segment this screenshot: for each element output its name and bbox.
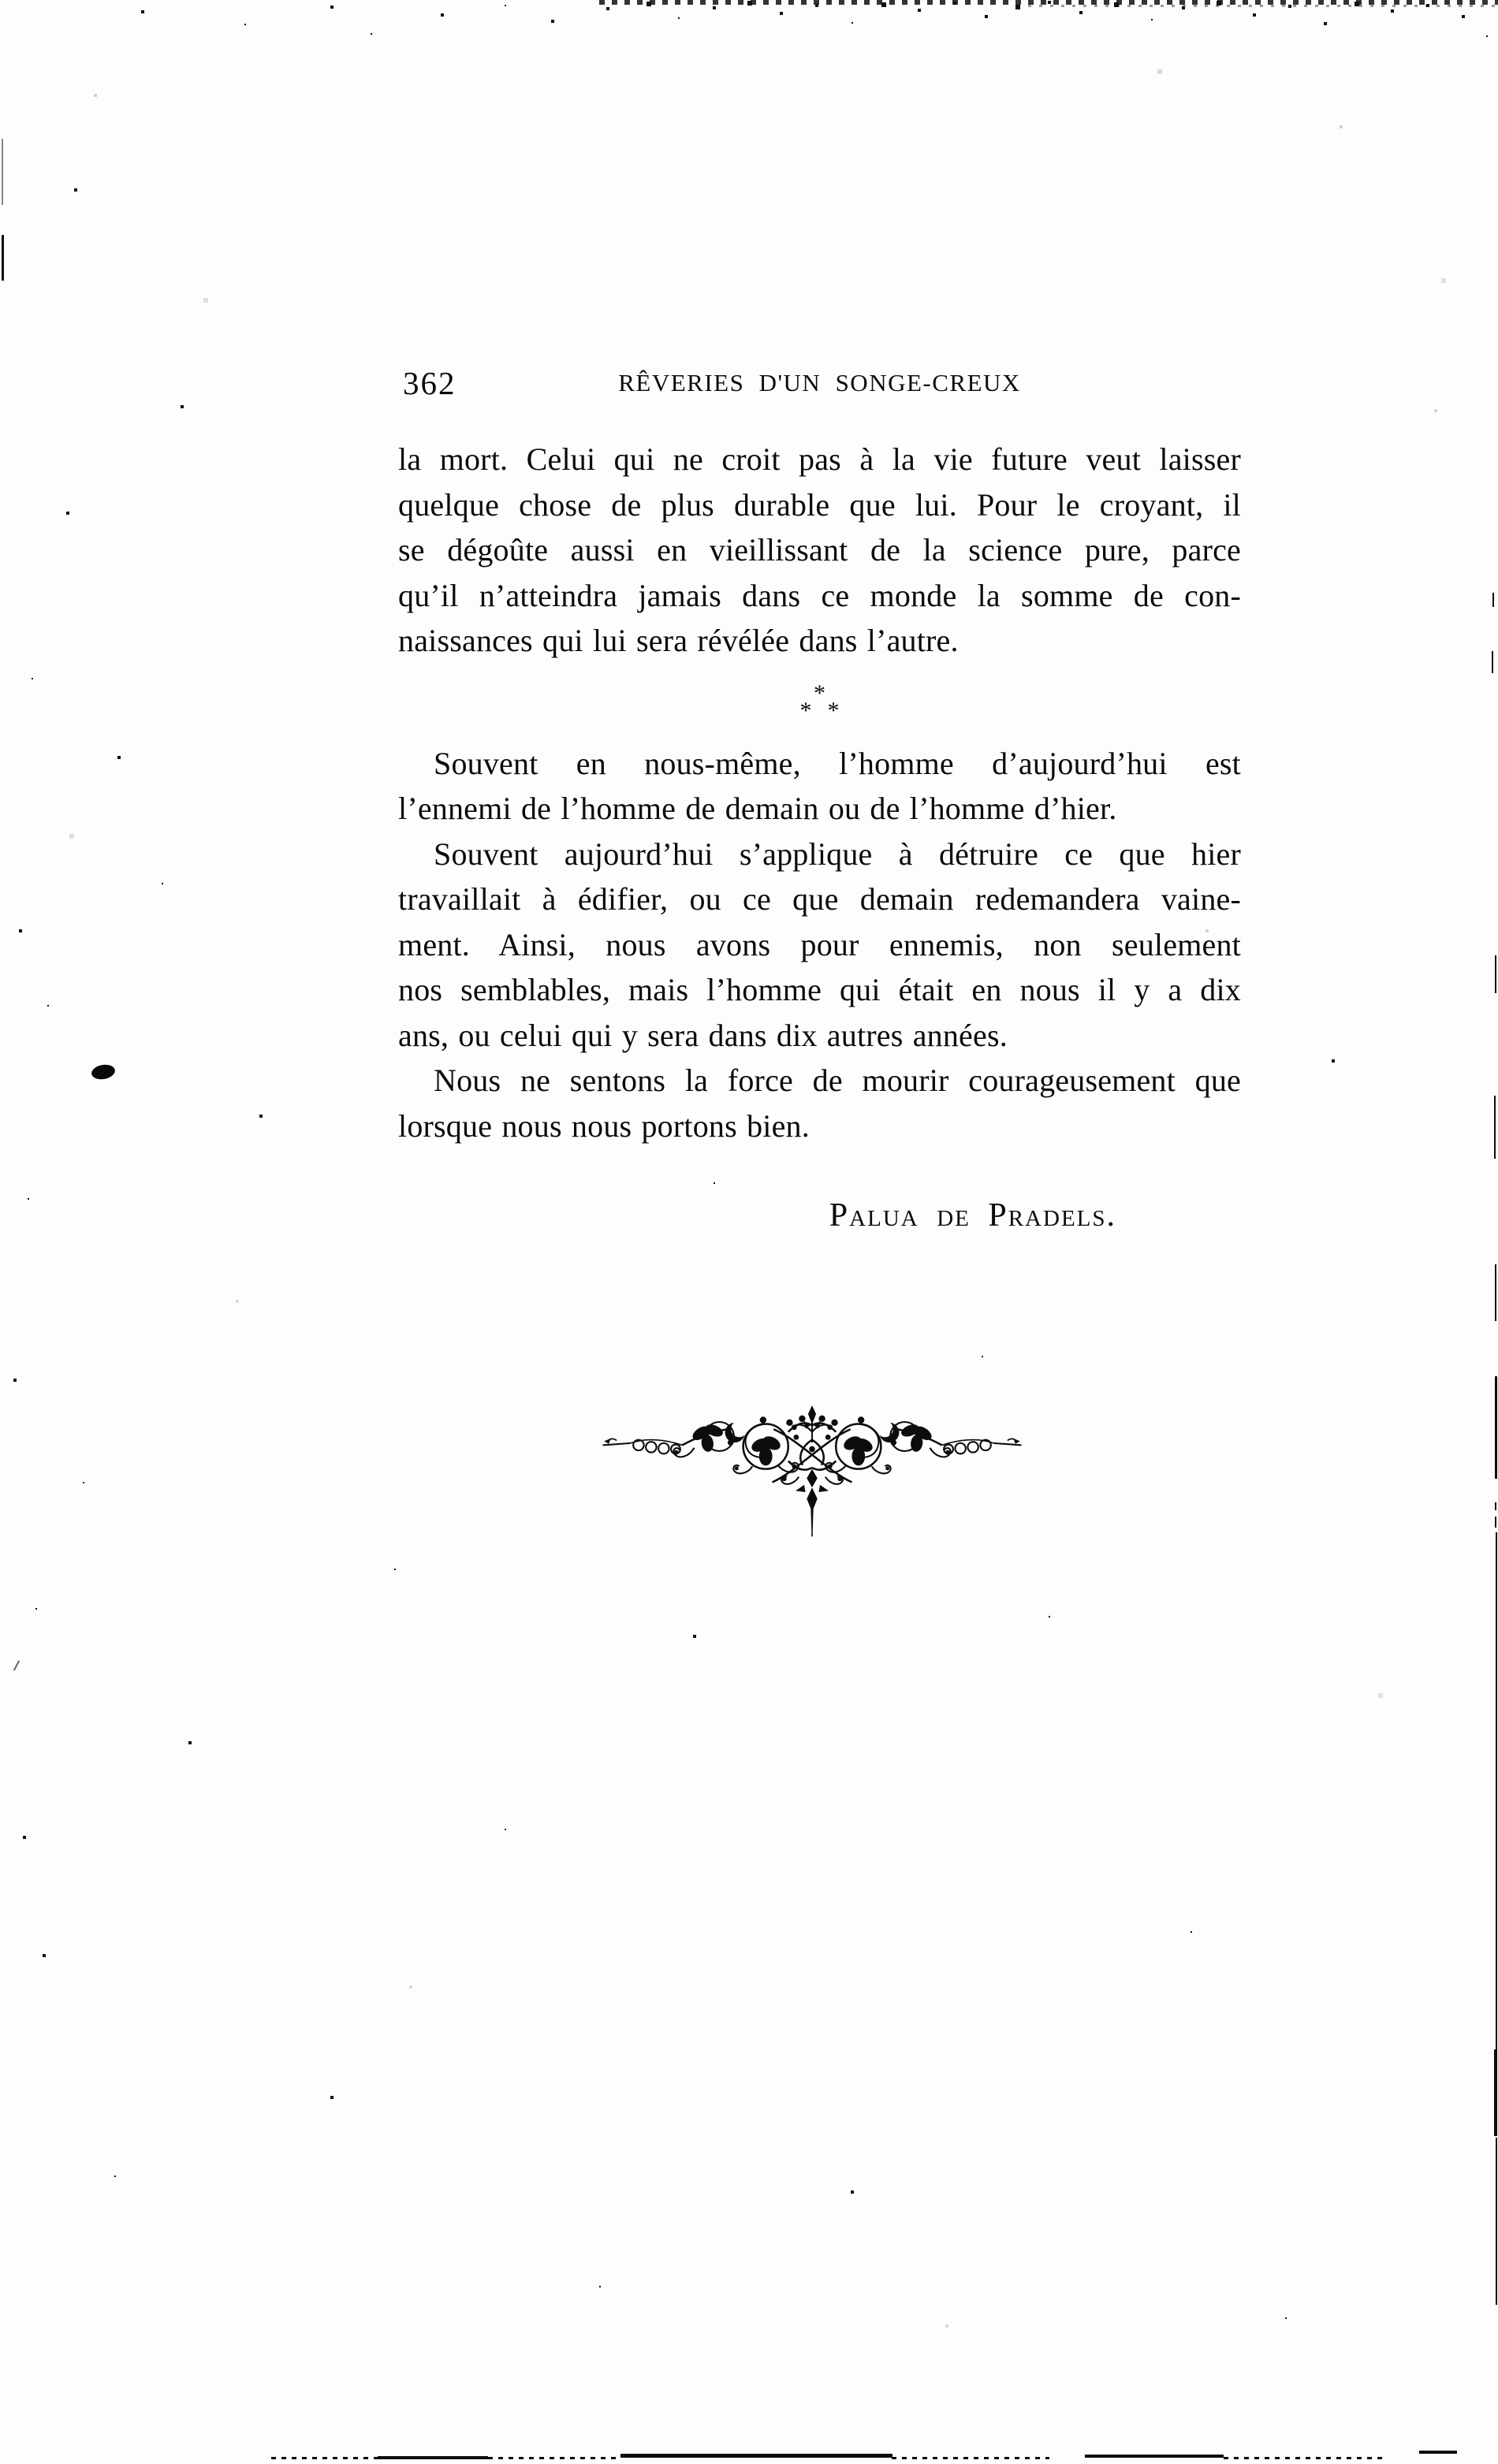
scan-bottom-rule	[1085, 2455, 1224, 2458]
scan-bottom-rule	[1419, 2451, 1457, 2454]
scan-right-edge-line	[1496, 2138, 1497, 2305]
text-section	[398, 437, 1241, 664]
text-line: naissances qui lui sera révélée dans l’autre.	[398, 623, 959, 658]
text-line: se dégoûte aussi en vieillissant de la science pure, parce	[398, 532, 1241, 568]
text-line: Souvent en nous-même, l’homme d’aujourd’hui est	[434, 745, 1241, 781]
text-line: ans, ou celui qui y sera dans dix autres années.	[398, 1017, 1008, 1053]
scan-left-edge-line-2	[2, 235, 4, 281]
text-line: qu’il n’atteindra jamais dans ce monde la somme de con-	[398, 577, 1241, 613]
text-line: Souvent aujourd’hui s’applique à détruire ce que hier	[434, 836, 1241, 872]
scan-right-edge-line	[1495, 1376, 1497, 1479]
text-line: quelque chose de plus durable que lui. Pour le croyant, il	[398, 486, 1241, 523]
asterisk-icon: *	[799, 697, 812, 724]
text-line: l’ennemi de l’homme de demain ou de l’homme d’hier.	[398, 791, 1117, 826]
scan-right-edge-line	[1496, 1532, 1497, 2053]
ink-blot	[91, 1063, 117, 1081]
paragraph	[398, 832, 1241, 1059]
scan-bottom-rule-dots	[892, 2457, 1049, 2459]
scan-bottom-rule-dots	[488, 2457, 620, 2459]
paragraph	[398, 741, 1241, 832]
scan-right-edge-line	[1495, 1517, 1496, 1528]
scan-bottom-rule-dots	[271, 2457, 378, 2459]
paragraph	[398, 437, 1241, 664]
page-number: 362	[403, 365, 456, 401]
paragraph	[398, 1058, 1241, 1148]
asterisk-icon: *	[814, 679, 825, 706]
running-title: RÊVERIES D'UN SONGE-CREUX	[618, 369, 1021, 396]
text-line: Nous ne sentons la force de mourir courageusement que	[434, 1063, 1241, 1098]
scan-right-edge-line	[1495, 1502, 1496, 1510]
scan-right-edge-line	[1494, 2049, 1497, 2136]
asterism-separator	[398, 664, 1241, 741]
page-header	[398, 361, 1241, 408]
asterisk-icon: *	[827, 697, 840, 724]
scan-left-edge-line	[2, 139, 3, 205]
author-signature: Palua de Pradels.	[829, 1197, 1116, 1234]
text-line: lorsque nous nous portons bien.	[398, 1107, 810, 1144]
scan-slash-mark	[13, 1660, 20, 1670]
text-line: travaillait à édifier, ou ce que demain redemandera vaine-	[398, 881, 1241, 917]
scan-right-edge-line	[1494, 1096, 1496, 1159]
scan-right-edge-line	[1495, 1264, 1496, 1321]
text-line: nos semblables, mais l’homme qui était en nous il y a dix	[398, 972, 1241, 1007]
text-line: la mort. Celui qui ne croit pas à la vie future veut laisser	[398, 441, 1241, 477]
text-line: ment. Ainsi, nous avons pour ennemis, non seulement	[398, 926, 1241, 962]
scan-right-edge-line	[1495, 955, 1496, 993]
scan-bottom-rule	[620, 2454, 892, 2458]
scan-noise-top-band-2	[1017, 5, 1498, 7]
scan-right-edge-line	[1492, 651, 1493, 673]
scan-speckles-gray	[0, 0, 2, 2]
scan-bottom-rule	[378, 2456, 488, 2459]
text-section	[398, 741, 1241, 1149]
body-text	[398, 437, 1241, 1148]
scan-right-edge-line	[1492, 593, 1494, 607]
scan-bottom-rule-dots	[1224, 2457, 1385, 2459]
floral-tailpiece-ornament	[560, 1405, 1064, 1538]
